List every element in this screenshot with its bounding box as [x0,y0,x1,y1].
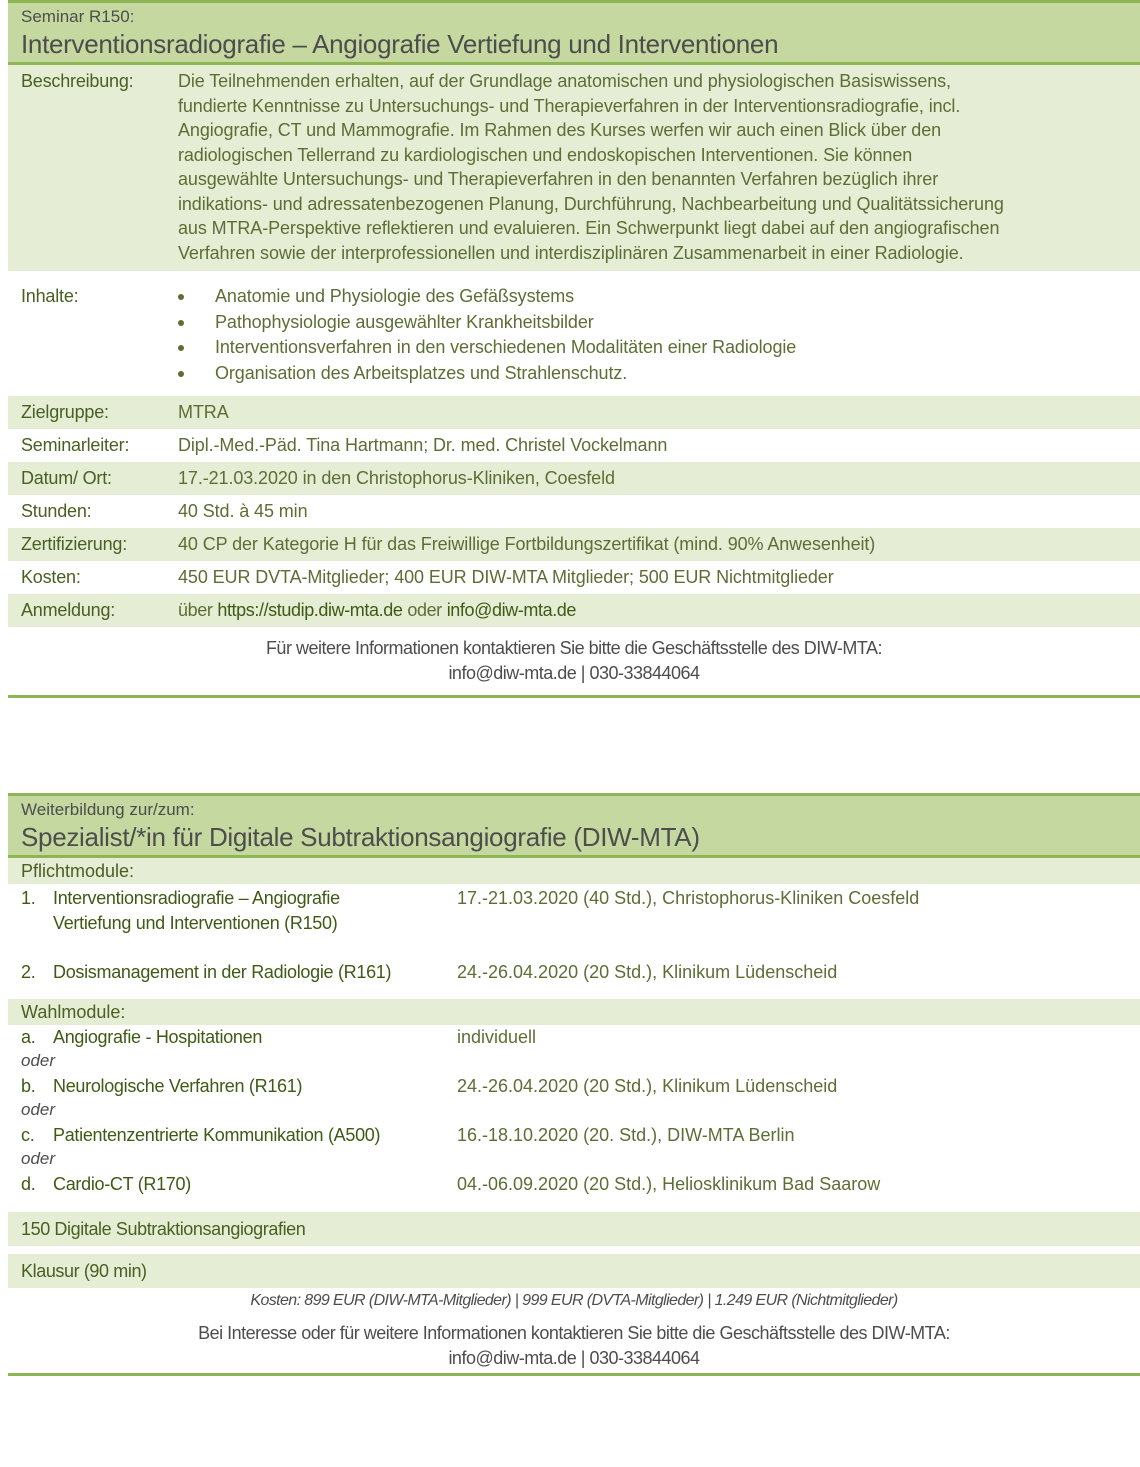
contact-line: Für weitere Informationen kontaktieren Sie bitte die Geschäftsstelle des DIW-MTA: [265,638,883,658]
training-kicker: Weiterbildung zur/zum: [21,800,195,819]
module-schedule: 24.-26.04.2020 (20 Std.), Klinikum Lüdenscheid [457,962,838,982]
module-number: 1. [21,888,36,908]
requirement-exam: Klausur (90 min) [8,1254,1140,1288]
detail-row-anmeldung [8,594,1140,627]
requirement-angiographies: 150 Digitale Subtraktionsangiografien [8,1212,1140,1246]
seminar-title: Interventionsradiografie – Angiografie Vertiefung und Interventionen [21,29,779,59]
contact-line: info@diw-mta.de | 030-33844064 [448,663,700,683]
detail-row-seminarleiter [8,429,1140,462]
module-name-line: Vertiefung und Interventionen (R150) [53,912,338,933]
description-line: Die Teilnehmenden erhalten, auf der Grundlage anatomischen und physiologischen Basiswissens, [178,71,951,91]
spacer [8,1246,1140,1254]
registration-label: Anmeldung: [21,600,116,621]
contact-line: Bei Interesse oder für weitere Informationen kontaktieren Sie bitte die Geschäftsstelle des DIW-MTA: [198,1323,950,1343]
detail-label: Zertifizierung: [21,534,128,555]
contents-list-wrap [178,284,1127,386]
training-section [8,793,1140,1376]
section-divider [8,695,1140,698]
training-header [8,793,1140,858]
or-separator: oder [21,1100,56,1119]
module-name [53,886,340,935]
mandatory-module [8,884,1140,935]
mandatory-modules-label: Pflichtmodule: [8,858,1140,884]
description-row [8,65,1140,271]
mandatory-module [8,935,1140,999]
detail-value: MTRA [178,402,229,423]
detail-row-kosten [8,561,1140,594]
registration-prefix: über [178,600,213,621]
description-line: indikations- und adressatenbezogenen Planung, Durchführung, Nachbearbeitung und Qualitätssicherung [178,193,1004,214]
detail-label: Stunden: [21,501,92,522]
module-name: Neurologische Verfahren (R161) [53,1075,303,1096]
detail-row-datum-ort [8,462,1140,495]
module-name: Cardio-CT (R170) [53,1173,191,1194]
elective-module [8,1025,1140,1050]
module-name-wrap [21,1074,457,1099]
training-costs: Kosten: 899 EUR (DIW-MTA-Mitglieder) | 999 EUR (DVTA-Mitglieder) | 1.249 EUR (Nichtmitglieder) [250,1292,898,1309]
module-letter: c. [21,1124,35,1145]
detail-label: Seminarleiter: [21,435,130,456]
module-name-wrap [21,1123,457,1148]
module-name: Angiografie - Hospitationen [53,1026,263,1047]
section-divider [8,1373,1140,1376]
module-schedule: 16.-18.10.2020 (20. Std.), DIW-MTA Berlin [457,1124,795,1145]
registration-value [178,598,1127,623]
contents-label: Inhalte: [21,286,79,306]
module-name-line: Interventionsradiografie – Angiografie [53,888,340,908]
contents-list [178,284,1127,386]
seminar-section [8,0,1140,698]
detail-row-zertifizierung [8,528,1140,561]
seminar-contact [8,627,1140,695]
module-letter: d. [21,1173,36,1194]
contents-row [8,271,1140,396]
module-number: 2. [21,962,36,982]
detail-label: Zielgruppe: [21,402,109,423]
elective-modules-label: Wahlmodule: [8,999,1140,1025]
contents-item: Interventionsverfahren in den verschiedenen Modalitäten einer Radiologie [178,335,1127,361]
description-line: aus MTRA-Perspektive reflektieren und evaluieren. Ein Schwerpunkt liegt dabei auf den angiografischen [178,218,1000,238]
seminar-kicker: Seminar R150: [21,7,135,26]
module-schedule: 24.-26.04.2020 (20 Std.), Klinikum Lüdenscheid [457,1075,838,1096]
module-letter: b. [21,1075,36,1096]
module-schedule: individuell [457,1026,537,1047]
detail-value: 40 Std. à 45 min [178,501,308,522]
description-line: radiologischen Tellerrand zu kardiologischen und endoskopischen Interventionen. Sie können [178,144,913,165]
module-schedule: 04.-06.09.2020 (20 Std.), Heliosklinikum Bad Saarow [457,1173,881,1194]
elective-module [8,1172,1140,1213]
module-name-wrap [21,886,457,935]
training-contact [8,1313,1140,1373]
seminar-header [8,0,1140,65]
detail-value: 17.-21.03.2020 in den Christophorus-Kliniken, Coesfeld [178,468,615,489]
registration-email-link[interactable]: info@diw-mta.de [446,600,577,621]
or-separator: oder [21,1149,56,1168]
module-name-wrap [21,1172,457,1197]
elective-module [8,1074,1140,1099]
detail-label: Kosten: [21,567,81,588]
contents-item: Pathophysiologie ausgewählter Krankheitsbilder [178,310,1127,336]
contents-item: Organisation des Arbeitsplatzes und Strahlenschutz. [178,361,1127,387]
description-label: Beschreibung: [21,71,134,91]
description-text [178,69,1127,265]
description-line: Verfahren sowie der interprofessionellen und interdisziplinären Zusammenarbeit in einer Radiologie. [178,242,964,263]
module-name-wrap [21,960,457,985]
detail-value: 450 EUR DVTA-Mitglieder; 400 EUR DIW-MTA Mitglieder; 500 EUR Nichtmitglieder [178,567,834,588]
detail-row-stunden [8,495,1140,528]
detail-value: Dipl.-Med.-Päd. Tina Hartmann; Dr. med. Christel Vockelmann [178,435,668,456]
registration-url-link[interactable]: https://studip.diw-mta.de [217,600,403,621]
module-schedule: 17.-21.03.2020 (40 Std.), Christophorus-Kliniken Coesfeld [457,888,920,908]
or-separator: oder [21,1051,56,1070]
module-name: Dosismanagement in der Radiologie (R161) [53,962,392,982]
module-name-wrap [21,1025,457,1050]
contact-line: info@diw-mta.de | 030-33844064 [448,1348,700,1368]
description-line: ausgewählte Untersuchungs- und Therapieverfahren in den benannten Verfahren bezüglich ihrer [178,169,939,189]
description-line: Angiografie, CT und Mammografie. Im Rahmen des Kurses werfen wir auch einen Blick über den [178,120,942,140]
detail-value: 40 CP der Kategorie H für das Freiwillige Fortbildungszertifikat (mind. 90% Anwesenheit) [178,534,876,555]
module-name: Patientenzentrierte Kommunikation (A500) [53,1124,381,1145]
description-line: fundierte Kenntnisse zu Untersuchungs- und Therapieverfahren in der Interventionsradiografie, incl. [178,95,961,116]
elective-module [8,1123,1140,1148]
registration-or: oder [407,600,442,621]
detail-row-zielgruppe [8,396,1140,429]
detail-label: Datum/ Ort: [21,468,112,489]
module-letter: a. [21,1026,36,1047]
contents-item: Anatomie und Physiologie des Gefäßsystems [178,284,1127,310]
training-title: Spezialist/*in für Digitale Subtraktionsangiografie (DIW-MTA) [21,822,700,852]
